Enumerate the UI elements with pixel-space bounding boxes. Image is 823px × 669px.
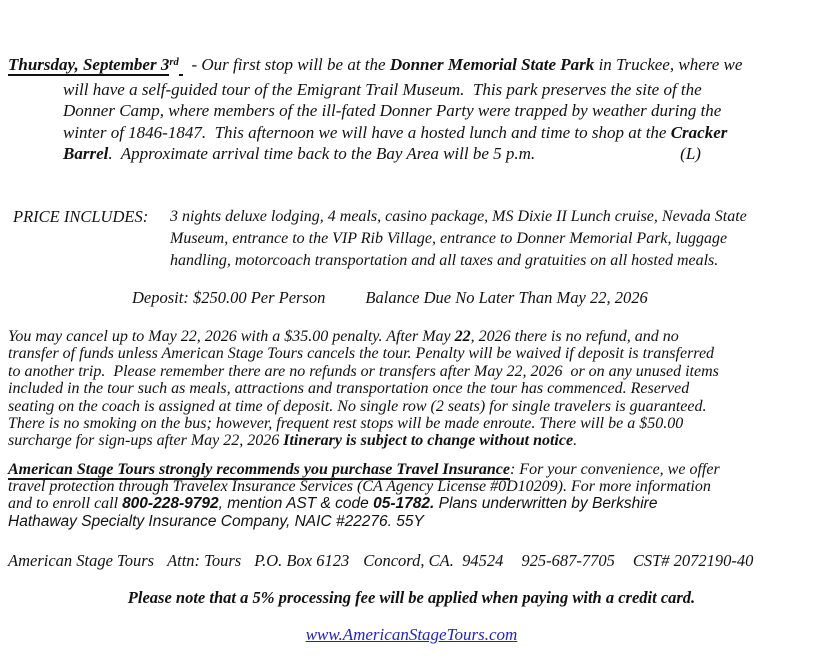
text-segment: travel protection through Travelex Insurance Services (CA Agency License #0D10209). For more information <box>8 478 711 496</box>
text-segment: Donner Memorial State Park <box>389 55 595 74</box>
text-line <box>170 206 747 228</box>
spacer <box>241 565 254 566</box>
text-line <box>8 363 719 380</box>
text-segment: . Approximate arrival time back to the Bay Area will be 5 p.m. <box>108 144 536 163</box>
text-line <box>8 54 742 79</box>
text-segment: Thursday, September 3 <box>8 55 170 74</box>
text-line <box>8 415 719 432</box>
text-line <box>8 432 719 449</box>
text-line <box>8 100 742 122</box>
itinerary-paragraph <box>8 54 742 165</box>
text-segment: Plans underwritten by Berkshire <box>434 495 658 513</box>
text-segment: American Stage Tours <box>8 551 155 570</box>
text-segment: winter of 1846-1847. This afternoon we will have a hosted lunch and time to shop at the <box>63 122 671 142</box>
text-segment: 3 nights deluxe lodging, 4 meals, casino package, MS Dixie II Lunch cruise, Nevada State <box>170 208 747 225</box>
text-segment: There is no smoking on the bus; however, frequent rest stops will be made enroute. There will be a $50.00 <box>8 415 684 433</box>
text-segment: 22 <box>454 328 471 345</box>
text-segment: : For your convenience, we offer <box>509 461 720 478</box>
spacer <box>503 565 521 566</box>
text-segment: Itinerary is subject to change without notice <box>283 432 574 450</box>
company-address-line <box>8 551 753 571</box>
text-segment: Donner Camp, where members of the ill-fated Donner Party were trapped by weather during the <box>63 101 722 120</box>
price-includes-label: PRICE INCLUDES: <box>13 207 149 226</box>
text-segment: P.O. Box 6123 <box>254 551 350 570</box>
text-segment: . <box>573 432 578 450</box>
text-line <box>170 228 747 250</box>
text-segment: Deposit: $250.00 Per Person <box>132 288 326 307</box>
text-segment: to another trip. Please remember there are no refunds or transfers after May 22, 2026 or on any unused items <box>8 362 719 380</box>
text-segment: Balance Due No Later Than May 22, 2026 <box>365 288 648 307</box>
text-segment: transfer of funds unless American Stage Tours cancels the tour. Penalty will be waived if deposit is transferred <box>8 345 715 363</box>
text-line <box>8 551 753 571</box>
text-line <box>8 328 719 345</box>
text-segment: in Truckee, where we <box>594 55 743 74</box>
text-segment: Barrel <box>63 144 109 163</box>
text-line <box>8 143 742 165</box>
website-link-row <box>0 625 823 645</box>
text-segment: and to enroll call <box>8 495 123 513</box>
cancellation-policy-paragraph <box>8 328 719 450</box>
text-segment: 800-228-9792 <box>122 495 219 513</box>
text-segment: will have a self-guided tour of the Emigrant Trail Museum. This park preserves the site of the <box>63 79 702 99</box>
text-segment: 925-687-7705 <box>521 551 615 570</box>
text-segment: seating on the coach is assigned at time of deposit. No single row (2 seats) for single travelers is guaranteed. <box>8 397 707 415</box>
spacer <box>535 158 680 159</box>
text-segment: handling, motorcoach transportation and all taxes and gratuities on all hosted meals. <box>170 252 719 269</box>
text-segment: Museum, entrance to the VIP Rib Village, entrance to Donner Memorial Park, luggage <box>170 230 728 247</box>
text-line <box>8 122 742 144</box>
text-segment: CST# 2072190-40 <box>632 551 754 570</box>
text-segment: , mention AST & code <box>218 495 374 513</box>
text-segment: , 2026 there is no refund, and no <box>470 328 679 345</box>
text-segment: surcharge for sign-ups after May 22, 2026 <box>8 432 284 450</box>
text-line <box>8 461 720 478</box>
text-segment: Concord, CA. 94524 <box>363 551 504 570</box>
text-segment: included in the tour such as meals, attractions and transportation once the tour has commenced. Reserved <box>8 380 690 398</box>
text-line <box>8 478 720 495</box>
text-line <box>8 79 742 101</box>
spacer <box>349 565 363 566</box>
text-line <box>8 495 720 512</box>
text-line <box>132 288 648 308</box>
text-line <box>170 250 747 272</box>
text-segment: You may cancel up to May 22, 2026 with a $35.00 penalty. After May <box>8 328 455 345</box>
price-includes-text <box>170 206 747 272</box>
credit-card-fee-note: Please note that a 5% processing fee will be applied when paying with a credit card. <box>127 588 696 607</box>
text-segment: (L) <box>680 144 701 163</box>
text-line <box>8 513 720 530</box>
text-segment: Hathaway Specialty Insurance Company, NAIC #22276. 55Y <box>8 512 424 530</box>
travel-insurance-paragraph <box>8 461 720 530</box>
text-segment: rd <box>169 57 179 68</box>
text-segment: - Our first stop will be at the <box>182 55 390 74</box>
deposit-balance-line <box>132 288 648 308</box>
spacer <box>615 565 633 566</box>
text-line <box>8 398 719 415</box>
text-line <box>8 345 719 362</box>
spacer <box>325 302 365 303</box>
text-segment: Attn: Tours <box>167 551 242 570</box>
spacer <box>154 565 167 566</box>
text-segment: American Stage Tours strongly recommends you purchase Travel Insurance <box>8 461 510 478</box>
website-link[interactable]: www.AmericanStageTours.com <box>305 625 518 644</box>
text-segment: 05-1782. <box>373 495 435 513</box>
text-segment: Cracker <box>670 122 728 142</box>
text-line <box>8 380 719 397</box>
